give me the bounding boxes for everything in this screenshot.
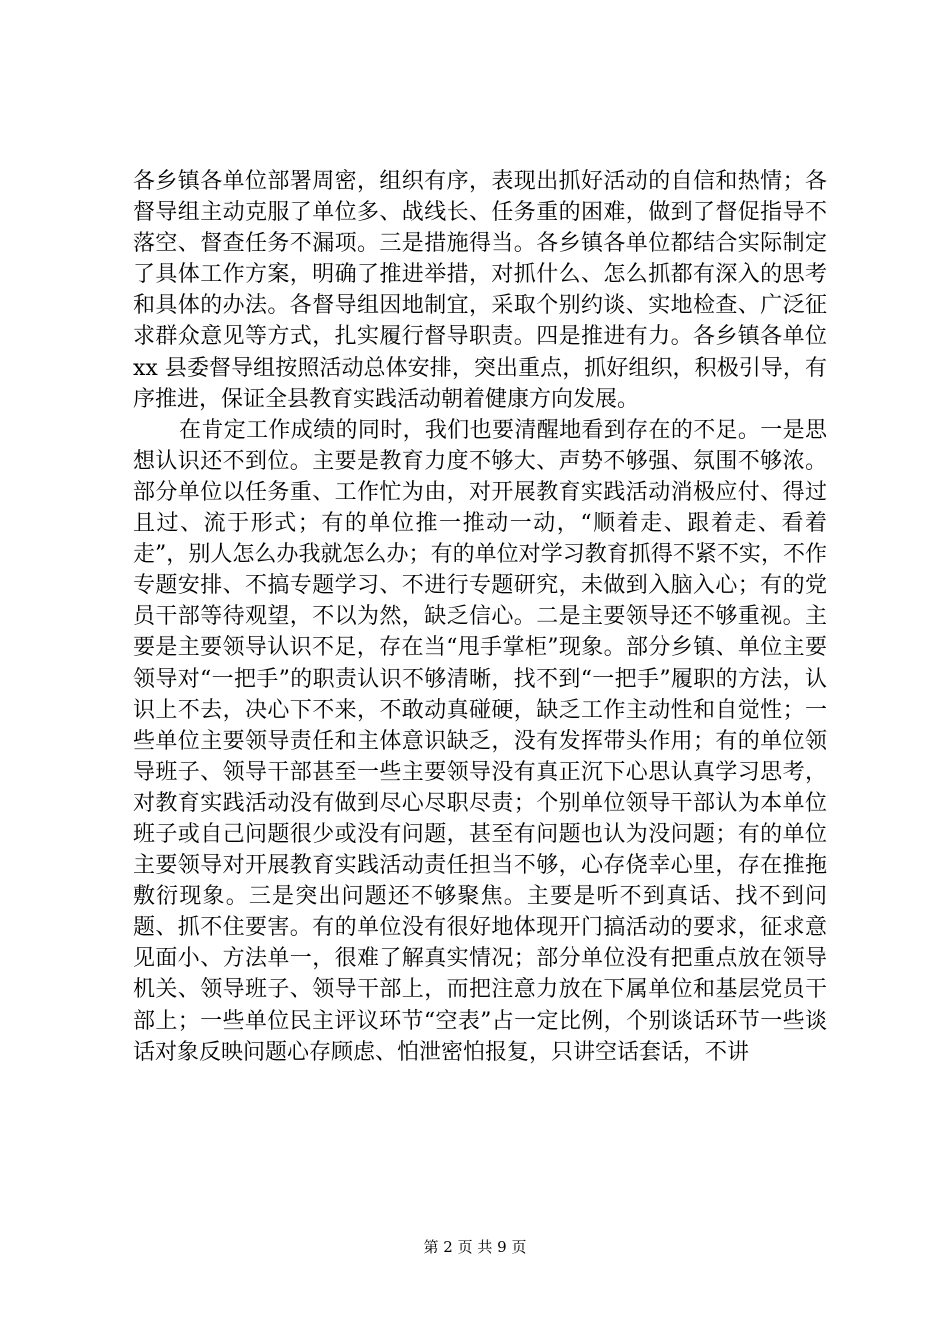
paragraph-shortcomings: 在肯定工作成绩的同时，我们也要清醒地看到存在的不足。一是思想认识还不到位。主要是教育力度不够大、声势不够强、氛围不够浓。部分单位以任务重、工作忙为由，对开展教育实践活动消极应付、得过且过、流于形式；有的单位推一推动一动，“顺着走、跟着走、看着走”，别人怎么办我就怎么办；有的单位对学习教育抓得不紧不实，不作专题安排、不搞专题学习、不进行专题研究，未做到入脑入心；有的党员干部等待观望，不以为然，缺乏信心。二是主要领导还不够重视。主要是主要领导认识不足，存在当“甩手掌柜”现象。部分乡镇、单位主要领导对“一把手”的职责认识不够清晰，找不到“一把手”履职的方法，认识上不去，决心下不来，不敢动真碰硬，缺乏工作主动性和自觉性；一些单位主要领导责任和主体意识缺乏，没有发挥带头作用；有的单位领导班子、领导干部甚至一些主要领导没有真正沉下心思认真学习思考，对教育实践活动没有做到尽心尽职尽责；个别单位领导干部认为本单位班子或自己问题很少或没有问题，甚至有问题也认为没问题；有的单位主要领导对开展教育实践活动责任担当不够，心存侥幸心里，存在推拖敷衍现象。三是突出问题还不够聚焦。主要是听不到真话、找不到问题、抓不住要害。有的单位没有很好地体现开门搞活动的要求，征求意见面小、方法单一，很难了解真实情况；部分单位没有把重点放在领导机关、领导班子、领导干部上，而把注意力放在下属单位和基层党员干部上；一些单位民主评议环节“空表”占一定比例，个别谈话环节一些谈话对象反映问题心存顾虑、怕泄密怕报复，只讲空话套话，不讲 bbox=[133, 417, 827, 1065]
paragraph-continuation: 各乡镇各单位部署周密，组织有序，表现出抓好活动的自信和热情；各督导组主动克服了单位多、战线长、任务重的困难，做到了督促指导不落空、督查任务不漏项。三是措施得当。各乡镇各单位都结合实际制定了具体工作方案，明确了推进举措，对抓什么、怎么抓都有深入的思考和具体的办法。各督导组因地制宜，采取个别约谈、实地检查、广泛征求群众意见等方式，扎实履行督导职责。四是推进有力。各乡镇各单位 xx 县委督导组按照活动总体安排，突出重点，抓好组织，积极引导，有序推进，保证全县教育实践活动朝着健康方向发展。 bbox=[133, 169, 827, 412]
document-body bbox=[133, 166, 827, 1068]
page-number-footer: 第 2 页 共 9 页 bbox=[423, 1238, 527, 1256]
